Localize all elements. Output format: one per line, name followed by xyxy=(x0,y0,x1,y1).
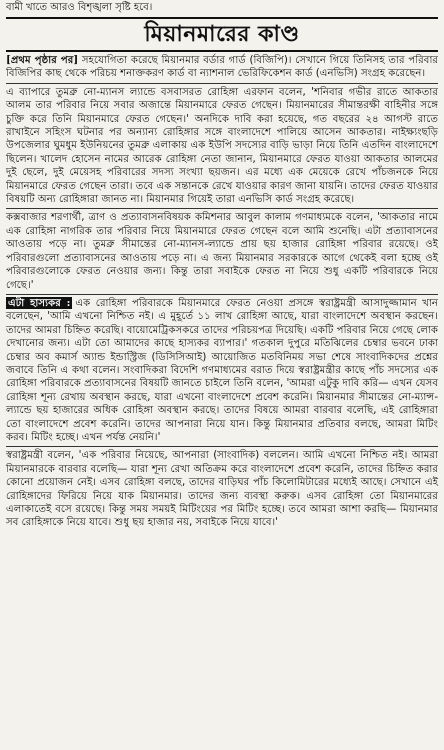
divider xyxy=(6,83,438,84)
subheading-kicker: এটা হাস্যকর : xyxy=(8,296,71,309)
divider xyxy=(6,294,438,295)
paragraph-2: এ ব্যাপারে তুমব্রু নো-ম্যানস ল্যান্ডে বসবাসরত রোহিঙ্গা এরফান বলেন, 'শনিবার গভীর রাতে আকতার আলম তার পরিবার নিয়ে সবার অজান্তে মিয়ানমারে ফেরত গেছেন। মিয়ানমারের সীমান্তরক্ষী বাহিনীর সঙ্গে চুক্তি করে তিনি মিয়ানমারে ফেরত গেছেন।' অনদিকে দাবি করা হয়েছে, গত বছরের ২৪ আগস্ট রাতে রাখাইনে সহিংস ঘটনার পর অন্যান্য রোহিঙ্গার সঙ্গে বাংলাদেশে পালিয়ে আসেন আকতার। নাইক্ষ্যংছড়ি উপজেলার ঘুমধুম ইউনিয়নের তুমব্রু এলাকায় এক ইউপি সদস্যের বাড়ি ভাড়া নিয়ে তিনি এতদিন বাংলাদেশে ছিলেন। খালেদ হোসেন নামের আরেক রোহিঙ্গা নেতা জানান, মিয়ানমারে ফেরত যাওয়া আকতার আলমের দুই ছেলে, দুই মেয়েসহ পরিবারের সদস্য সংখ্যা ছয়জন। এর মধ্যে এক মেয়েকে রেখে পাঁচজনকে নিয়ে মিয়ানমারে ফেরত গেছেন তারা। তবে এক সন্তানকে রেখে যাওয়ার কারণ জানা যায়নি। তাদের ফেরত যাওয়ার বিষয়টি অন্য রোহিঙ্গারা জানত না। মিয়ানমার গিয়েই তারা এনভিসি কার্ড সংগ্রহ করেছে। xyxy=(6,86,438,206)
divider xyxy=(6,446,438,447)
article-body xyxy=(0,54,444,530)
paragraph-4-text: এক রোহিঙ্গা পরিবারকে মিয়ানমারে ফেরত নেওয়া প্রসঙ্গে স্বরাষ্ট্রমন্ত্রী আসাদুজ্জামান খান বলেছেন, 'আমি এখনো নিশ্চিত নই। এ মুহূর্তে ১১ লাখ রোহিঙ্গা আছে, যারা বাংলাদেশে অবস্থান করছেন। তাদের আমরা চিহ্নিত করেছি। বায়োমেট্রিকসকরে তাদের পরিচয়পত্র দিয়েছি। একটি পরিবার নিয়ে গেছে লোক দেখানোর জন্য। এটা তো আমাদের কাছে হাস্যকর ব্যাপার।' গতকাল দুপুরে মতিঝিলের চেম্বার ভবনে ঢাকা চেম্বার অব কমার্স অ্যান্ড ইন্ডাস্ট্রিজ (ডিসিসিআই) আয়োজিত মতবিনিময় সভা শেষে সাংবাদিকদের প্রশ্নের জবাবে তিনি এ কথা বলেন। সংবাদিকরা বিদেশি গণমাধ্যমের বরাত দিয়ে স্বরাষ্ট্রমন্ত্রীর কাছে পাঁচ সদস্যের এক রোহিঙ্গা পরিবারকে প্রত্যাবাসনের বিষয়টি জানতে চাইলে তিনি বলেন, 'আমরা এটুকু দাবি করি— এখন যেসব রোহিঙ্গা শূন্য রেখায় অবস্থান করছে, যারা এখনো বাংলাদেশে প্রবেশ করেনি। মিয়ানমার সীমান্তের নো-ম্যান্স-ল্যান্ডে ছয় হাজারের অধিক রোহিঙ্গা অবস্থান করছে। তাদের বিষয়ে আমরা বারবার বলেছি, এই রোহিঙ্গারা তো বাংলাদেশে প্রবেশ করেনি। তাদের আপনারা নিয়ে যান। কিন্তু মিয়ানমার প্রতিবার বলছে, আমরা মিটিং করব। মিটিং হচ্ছে। এখন পর্যন্ত নেয়নি।' xyxy=(6,297,439,443)
continuation-label: [প্রথম পৃষ্ঠার পর] xyxy=(6,54,79,66)
paragraph-1-text: সহযোগিতা করেছে মিয়ানমার বর্ডার গার্ড (বিজিপি)। সেখানে গিয়ে তিনিসহ তার পরিবার বিজিপির কাছ থেকে পরিচয় শনাক্তকরণ কার্ড বা ন্যাশনাল ভেরিফিকেশন কার্ড (এনভিসি) সংগ্রহ করেছেন। xyxy=(6,55,438,80)
previous-article-tail: বামী খাতে আরও বিশৃঙ্খলা সৃষ্টি হবে। xyxy=(6,2,153,13)
divider xyxy=(6,208,438,209)
paragraph-3: কক্সবাজার শরণার্থী, ত্রাণ ও প্রত্যাবাসনবিষয়ক কমিশনার আবুল কালাম গণমাধ্যমকে বলেন, 'আকতার নামে এক রোহিঙ্গা নাগরিক তার পরিবার নিয়ে মিয়ানমারে ফেরত গেছেন বলে আমি শুনেছি। এটা প্রত্যাবাসনের আওতায় পড়ে না। তুমব্রু সীমান্তের নো-ম্যানস-ল্যান্ডে প্রায় ছয় হাজার রোহিঙ্গা পরিবার রয়েছে। ওই পরিবারগুলো প্রত্যাবাসনের আওতায় পড়ে না। এ জন্য মিয়ানমার সরকারকে আগে থেকেই বলা হচ্ছে ওই পরিবারগুলোকে ফেরত নেওয়ার জন্য। কিন্তু তারা সবাইকে ফেরত না নিয়ে শুধু একটি পরিবারকে নিয়ে গেছে।' xyxy=(6,212,438,291)
paragraph-4 xyxy=(6,297,438,444)
headline: মিয়ানমারের কাণ্ড xyxy=(144,21,300,47)
headline-box xyxy=(6,17,438,52)
paragraph-1 xyxy=(6,54,438,81)
paragraph-5: স্বরাষ্ট্রমন্ত্রী বলেন, 'এক পরিবার নিয়েছে, আপনারা (সাংবাদিক) বললেন। আমি এখনো নিশ্চিত নই। আমরা মিয়ানমারকে বারবার বলেছি— যারা শূন্য রেখা অতিক্রম করে বাংলাদেশে প্রবেশ করেনি, তাদের চিহ্নিত করার কোনো প্রয়োজন নেই। এসব রোহিঙ্গা বলছে, তাদের বাড়িঘর পাঁচ কিলোমিটারের মধ্যেই আছে। সেখানে এই রোহিঙ্গাদের ফিরিয়ে নিয়ে যাক মিয়ানমার। তাদের জন্য ব্যবস্থা করুক। এসব রোহিঙ্গা তো মিয়ানমারের এলাকাতেই বসে রয়েছে। কিন্তু সময় সময়ই মিটিংয়ের পর মিটিং হচ্ছে। তবে আমরা আশা করছি— মিয়ানমার সব রোহিঙ্গাকে নিয়ে যাবে। শুধু ছয় হাজার নয়, সবাইকে নিয়ে যাবে।' xyxy=(6,450,438,529)
